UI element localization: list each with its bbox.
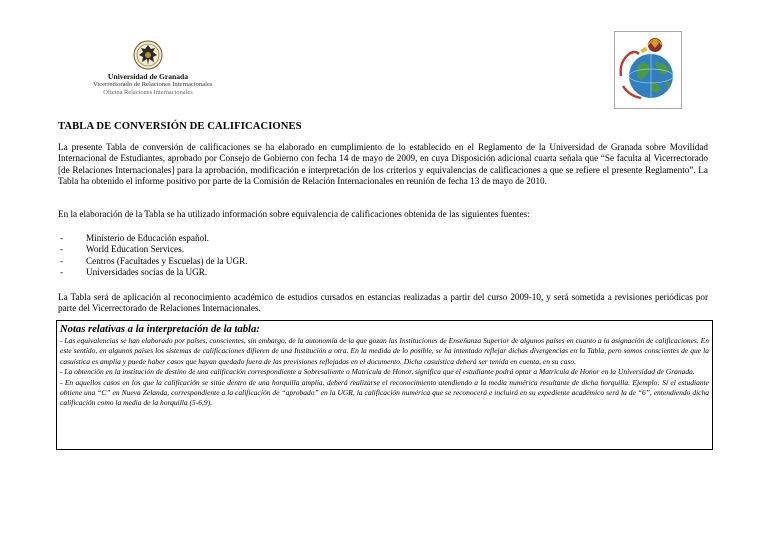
university-name: Universidad de Granada [107, 72, 189, 81]
source-label: World Education Services. [86, 244, 184, 255]
university-crest-icon [133, 40, 163, 70]
notes-title: Notas relativas a la interpretación de la tabla: [60, 324, 260, 335]
list-item: - Centros (Facultades y Escuelas) de la UGR. [60, 255, 248, 266]
note-item: - Las equivalencias se han elaborado por países, conscientes, sin embargo, de la autonomía de la que gozan las Instituciones de Enseñanza Superior de algunos países en cuanto a la asignación de calificaciones. En este sentido, en algunos países los sistemas de calificaciones difieren de una Institución a otra. En la medida de lo posible, se ha intentado reflejar dichas divergencias en la Tabla, pero somos conscientes de que la casuística es amplia y puede haber casos que hayan quedado fuera de las previsiones reflejadas en el documento. Dicha casuística deberá ser tenida en cuenta, en su caso. [60, 336, 709, 366]
university-logo [93, 40, 213, 97]
notes-box [56, 320, 713, 450]
document-title: TABLA DE CONVERSIÓN DE CALIFICACIONES [58, 121, 302, 132]
sources-list [60, 233, 248, 279]
office-name: Oficina Relaciones Internacionales [103, 89, 193, 96]
globe-icon [615, 32, 681, 108]
note-item: - En aquellos casos en los que la calificación se sitúe dentro de una horquilla amplia, deberá realizarse el reconocimiento atendiendo a la media numérica resultante de dicha horquilla. Ejemplo: Si el estudiante obtiene una “C” en Nueva Zelanda, correspondiente a la calificación de “aprobado” en la UGR, la calificación numérica que se reconocerá e incluirá en su expediente académico será la de “6”, entendiendo dicha calificación como la media de la horquilla (5-6,9). [60, 377, 709, 408]
vice-rectorate-name: Vicerrectorado de Relaciones Internacionales [93, 81, 213, 88]
list-item: - Ministerio de Educación español. [60, 233, 209, 243]
note-item: - La obtención en la institución de destino de una calificación correspondiente a Sobresaliente o Matrícula de Honor, significa que el estudiante podrá optar a Matrícula de Honor en la Universidad de Granada. [60, 367, 695, 377]
international-relations-logo [614, 31, 682, 109]
source-label: Centros (Facultades y Escuelas) de la UGR. [86, 255, 248, 266]
intro-paragraph: La presente Tabla de conversión de calificaciones se ha elaborado en cumplimiento de lo establecido en el Reglamento de la Universidad de Granada sobre Movilidad Internacional de Estudiantes, aprobado por Consejo de Gobierno con fecha 14 de mayo de 2009, en cuya Disposición adicional cuarta señala que “Se faculta al Vicerrectorado [de Relaciones Internacionales] para la aprobación, modificación e interpretación de los criterios y equivalencias de calificaciones a que se refiere el presente Reglamento”. La Tabla ha obtenido el informe positivo por parte de la Comisión de Relación Internacionales en reunión de fecha 13 de mayo de 2010. [58, 142, 708, 187]
sources-intro-paragraph: En la elaboración de la Tabla se ha utilizado información sobre equivalencia de calificaciones obtenida de las siguientes fuentes: [58, 209, 530, 219]
list-item: - World Education Services. [60, 244, 184, 255]
source-label: Universidades socias de la UGR. [86, 267, 208, 278]
source-label: Ministerio de Educación español. [86, 233, 209, 243]
list-item: - Universidades socias de la UGR. [60, 267, 208, 278]
application-paragraph: La Tabla será de aplicación al reconocimiento académico de estudios cursados en estancias realizadas a partir del curso 2009-10, y será sometida a revisiones periódicas por parte del Vicerrectorado de Relaciones Internacionales. [58, 292, 708, 314]
